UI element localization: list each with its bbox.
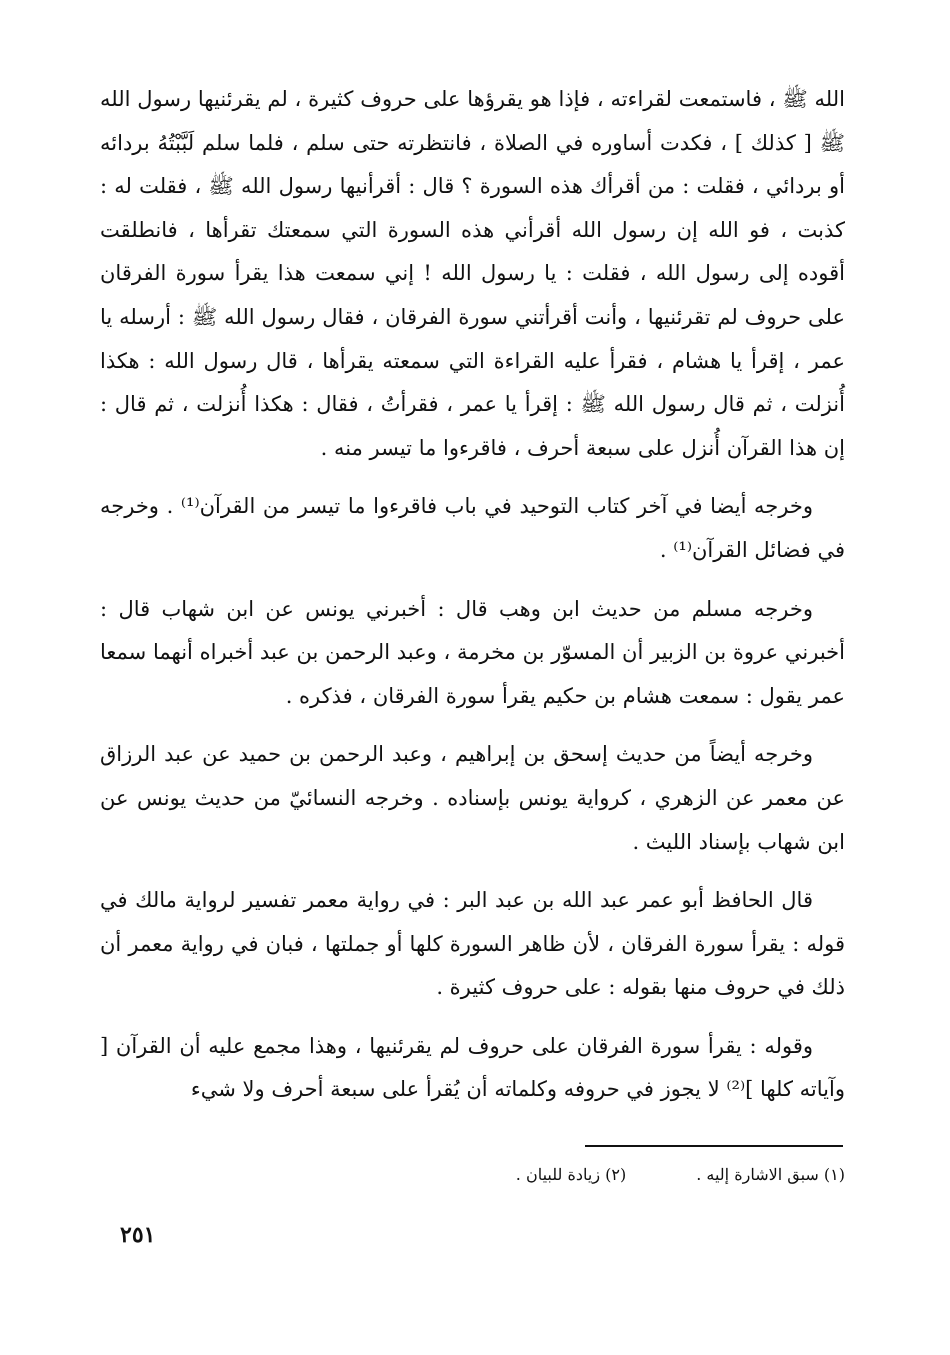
paragraph: الله ﷺ ، فاستمعت لقراءته ، فإذا هو يقرؤها على حروف كثيرة ، لم يقرئنيها رسول الله ﷺ [ كذلك ] ، فكدت أساوره في الصلاة ، فانتظرته حتى سلم ، فلما سلم لَبَّبْتُهُ بردائه أو بردائي ، فقلت : من أقرأك هذه السورة ؟ قال : أقرأنيها رسول الله ﷺ ، فقلت له : كذبت ، فو الله إن رسول الله أقرأني هذه السورة التي سمعتك تقرأها ، فانطلقت أقوده إلى رسول الله ، فقلت : يا رسول الله ! إني سمعت هذا يقرأ سورة الفرقان على حروف لم تقرئنيها ، وأنت أقرأتني سورة الفرقان ، فقال رسول الله ﷺ : أرسله يا عمر ، إقرأ يا هشام ، فقرأ عليه القراءة التي سمعته يقرأها ، قال رسول الله : هكذا أُنزلت ، ثم قال رسول الله ﷺ : إقرأ يا عمر ، فقرأتُ ، فقال : هكذا أُنزلت ، ثم قال : إن هذا القرآن أُنزل على سبعة أحرف ، فاقرءوا ما تيسر منه .	[100, 87, 845, 460]
footnote-divider	[585, 1145, 843, 1147]
page-number: ٢٥١	[120, 1222, 156, 1248]
paragraph: وخرجه أيضا في آخر كتاب التوحيد في باب فاقرءوا ما تيسر من القرآن⁽¹⁾ . وخرجه في فضائل القرآن⁽¹⁾ .	[100, 494, 845, 562]
footnote: (١) سبق الاشارة إليه .	[696, 1165, 845, 1184]
paragraph: وخرجه مسلم من حديث ابن وهب قال : أخبرني يونس عن ابن شهاب قال : أخبرني عروة بن الزبير أن المسوّر بن مخرمة ، وعبد الرحمن بن عبد أخبراه أنهما سمعا عمر يقول : سمعت هشام بن حكيم يقرأ سورة الفرقان ، فذكره .	[100, 596, 845, 708]
paragraph: وخرجه أيضاً من حديث إسحق بن إبراهيم ، وعبد الرحمن بن حميد عن عبد الرزاق عن معمر عن الزهري ، كرواية يونس بإسناده . وخرجه النسائيّ من حديث يونس عن ابن شهاب بإسناد الليث .	[100, 742, 845, 854]
body-text	[100, 78, 845, 1127]
paragraph: وقوله : يقرأ سورة الفرقان على حروف لم يقرئنيها ، وهذا مجمع عليه أن القرآن [ وآياته كلها ]⁽²⁾ لا يجوز في حروفه وكلماته أن يُقرأ على سبعة أحرف ولا شيء	[100, 1033, 845, 1102]
paragraph: قال الحافظ أبو عمر عبد الله بن عبد البر : في رواية معمر تفسير لرواية مالك في قوله : يقرأ سورة الفرقان ، لأن ظاهر السورة كلها أو جملتها ، فبان في رواية معمر أن ذلك في حروف منها بقوله : على حروف كثيرة .	[100, 888, 845, 1000]
footnotes	[300, 1163, 845, 1187]
footnote: (٢) زيادة للبيان .	[515, 1165, 627, 1184]
